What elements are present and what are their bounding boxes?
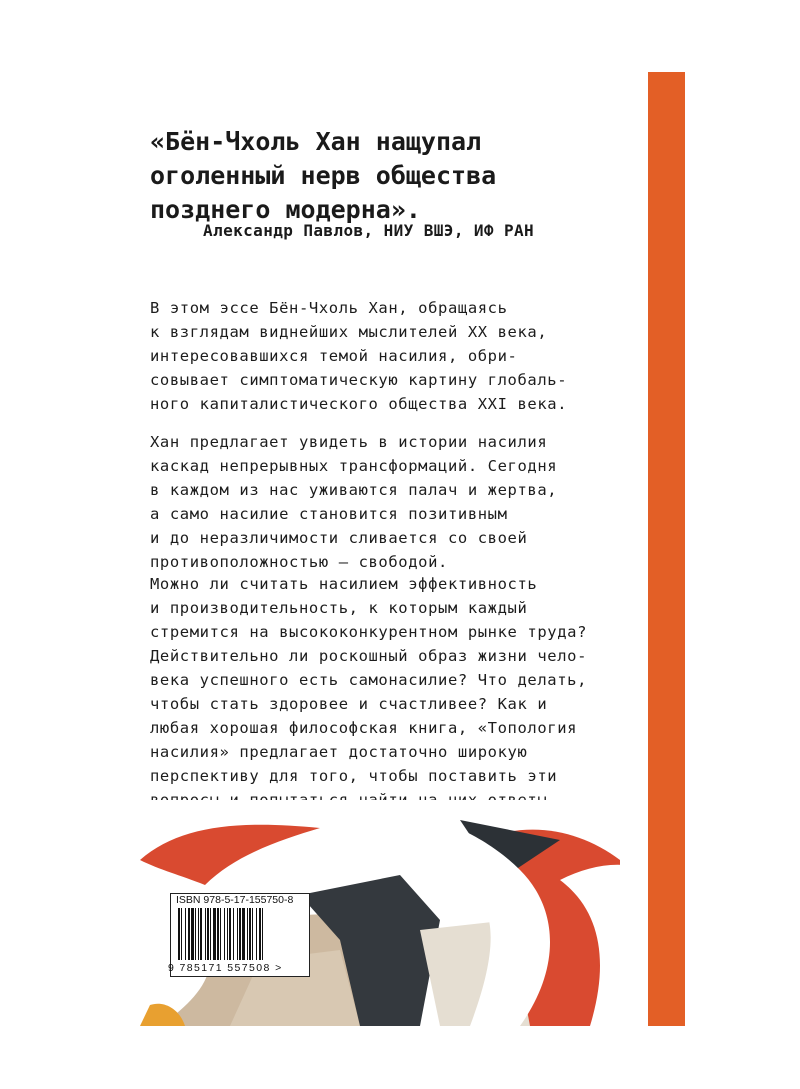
- barcode-bar: [224, 908, 225, 960]
- barcode-bar: [210, 908, 211, 960]
- paragraph-line: ного капиталистического общества XXI века.: [150, 395, 568, 413]
- book-spine-stripe: [648, 72, 685, 1026]
- paragraph-line: Можно ли считать насилием эффективность: [150, 575, 538, 593]
- paragraph-line: насилия» предлагает достаточно широкую: [150, 743, 528, 761]
- barcode-bar: [220, 908, 221, 960]
- barcode-bar: [200, 908, 202, 960]
- description-paragraph-2: [150, 430, 620, 574]
- paragraph-line: века успешного есть самонасилие? Что делать,: [150, 671, 587, 689]
- barcode-bar: [237, 908, 238, 960]
- cover-art-collage: [0, 800, 648, 1026]
- barcode-bar: [229, 908, 231, 960]
- barcode-bar: [256, 908, 257, 960]
- barcode-icon: [176, 908, 302, 960]
- barcode-bar: [227, 908, 228, 960]
- barcode-bar: [207, 908, 209, 960]
- barcode-bar: [247, 908, 248, 960]
- paragraph-line: а само насилие становится позитивным: [150, 505, 508, 523]
- barcode-bar: [233, 908, 234, 960]
- ean-digits: 9 785171 557508 >: [168, 962, 283, 974]
- barcode-bar: [195, 908, 196, 960]
- isbn-label: ISBN 978-5-17-155750-8: [176, 894, 294, 906]
- barcode-bar: [198, 908, 199, 960]
- quote-attribution: Александр Павлов, НИУ ВШЭ, ИФ РАН: [203, 221, 535, 240]
- paragraph-line: чтобы стать здоровее и счастливее? Как и: [150, 695, 548, 713]
- paragraph-line: к взглядам виднейших мыслителей XX века,: [150, 323, 548, 341]
- paragraph-line: Действительно ли роскошный образ жизни чело-: [150, 647, 587, 665]
- pull-quote: [150, 125, 620, 227]
- paragraph-line: совывает симптоматическую картину глобаль-: [150, 371, 568, 389]
- paragraph-line: и производительность, к которым каждый: [150, 599, 528, 617]
- description-paragraph-3: [150, 572, 620, 812]
- description-paragraph-1: [150, 296, 620, 416]
- barcode-bar: [185, 908, 186, 960]
- barcode-bar: [205, 908, 206, 960]
- quote-line: оголенный нерв общества: [150, 161, 497, 190]
- barcode-bar: [188, 908, 190, 960]
- barcode-bar: [249, 908, 251, 960]
- paragraph-line: Хан предлагает увидеть в истории насилия: [150, 433, 548, 451]
- barcode-bar: [191, 908, 194, 960]
- barcode-bar: [242, 908, 245, 960]
- paragraph-line: каскад непрерывных трансформаций. Сегодня: [150, 457, 558, 475]
- barcode-bar: [178, 908, 180, 960]
- paragraph-line: любая хорошая философская книга, «Топология: [150, 719, 578, 737]
- paragraph-line: перспективу для того, чтобы поставить эти: [150, 767, 558, 785]
- barcode-bar: [259, 908, 261, 960]
- quote-line: позднего модерна».: [150, 195, 421, 224]
- quote-line: «Бён-Чхоль Хан нащупал: [150, 127, 482, 156]
- barcode-bar: [181, 908, 182, 960]
- barcode-bar: [217, 908, 219, 960]
- paragraph-line: интересовавшихся темой насилия, обри-: [150, 347, 518, 365]
- paragraph-line: и до неразличимости сливается со своей: [150, 529, 528, 547]
- barcode-bar: [239, 908, 241, 960]
- paragraph-line: стремится на высококонкурентном рынке труда?: [150, 623, 587, 641]
- barcode-bar: [262, 908, 263, 960]
- barcode-bar: [213, 908, 216, 960]
- paragraph-line: В этом эссе Бён-Чхоль Хан, обращаясь: [150, 299, 508, 317]
- paragraph-line: в каждом из нас уживаются палач и жертва,: [150, 481, 558, 499]
- barcode-bar: [252, 908, 253, 960]
- paragraph-line: противоположностью – свободой.: [150, 553, 448, 571]
